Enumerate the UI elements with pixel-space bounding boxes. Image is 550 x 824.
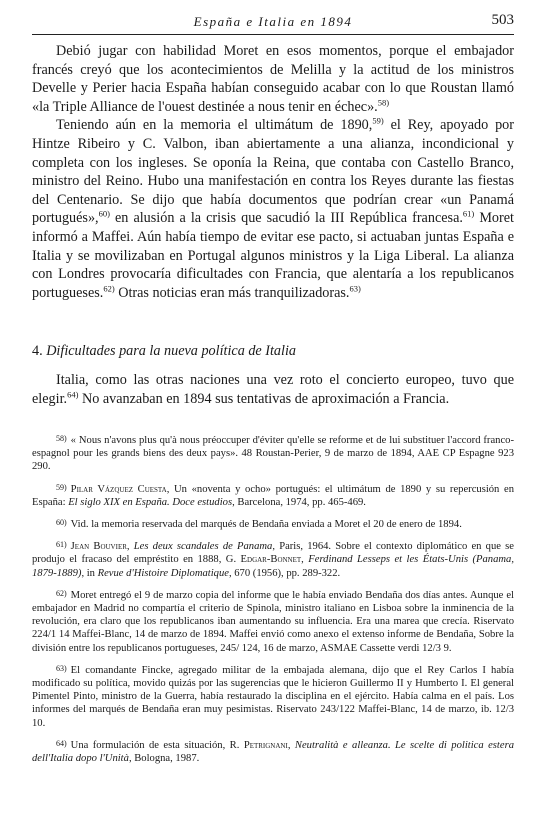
text-run: , Barcelona, 1974, pp. 465-469. <box>232 496 366 508</box>
author-name: Jean Bouvier <box>70 541 127 553</box>
footnote <box>32 662 514 730</box>
footnotes <box>32 432 514 772</box>
text-run: en alusión a la crisis que sacudió la III República francesa. <box>109 210 463 227</box>
paragraph <box>32 42 514 116</box>
italic-title: Neutralità e alleanza. Le scelte di politica estera dell'Italia dopo l'Unità <box>32 739 514 765</box>
footnote-ref: 62) <box>103 282 115 293</box>
text-run: el Rey, apoyado por Hintze Ribeiro y C. Valbon, iban abiertamente a una alianza, incondicional y completa con los ingleses. Se oponía la Reina, que contaba con Castello Branco, ministro del Reino. Hubo una manifestación en contra los Reyes durante las fiestas del Centenario. Se dijo que había documentos que podrían crear «un Panamá portugués», <box>32 117 514 227</box>
footnote <box>32 481 514 509</box>
footnote-mark: 58) <box>56 434 67 443</box>
italic-title: El siglo XIX en España. Doce estudios <box>68 496 233 508</box>
text-run: Italia, como las otras naciones una vez roto el concierto europeo, tuvo que elegir. <box>32 372 514 407</box>
page-number: 503 <box>491 12 514 28</box>
paragraph <box>32 116 514 302</box>
text-run: , <box>301 554 309 566</box>
text-run: Vid. la memoria reservada del marqués de Bendaña enviada a Moret el 20 de enero de 1894. <box>70 519 462 531</box>
italic-title: Revue d'Histoire Diplomatique <box>97 567 229 579</box>
footnote-mark: 61) <box>56 540 67 550</box>
footnote-ref: 64) <box>67 388 79 399</box>
text-run: El comandante Fincke, agregado militar de la embajada alemana, dijo que el Rey Carlos I había modificado su política, movido quizás por las sugerencias que le hicieron Guillermo II y Humberto I. El general Pimentel Pinto, ministro de la Guerra, había restaurado la disciplina en el ejército. Había calma en el país. Los informes del marqués de Bendaña eran muy pesimistas. Riservato 243/122 Maffei-Blanc, 14 de marzo, ib. 12/3 10. <box>32 664 514 729</box>
author-name: Petrignani <box>243 739 288 751</box>
section-title: Dificultades para la nueva política de Italia <box>46 343 297 359</box>
footnote-ref: 60) <box>98 208 110 219</box>
footnote-ref: 58) <box>377 97 390 108</box>
text-run: , <box>126 541 134 553</box>
footnote-mark: 62) <box>56 588 67 598</box>
footnote <box>32 737 514 765</box>
text-run: Moret informó a Maffei. Aún había tiempo de evitar ese pacto, si actuaban juntas España e Italia y se movilizaban en Portugal algunos ministros y la Liga Liberal. La alianza con Londres provocaría dificultades con Francia, que alentaría a los republicanos portugueses. <box>32 210 514 301</box>
text-run: Moret entregó el 9 de marzo copia del informe que le había enviado Bendaña dos días antes. Aunque el embajador en Madrid no compartía el criterio de Spinola, ministro italiano en Lisboa sobre la inminencia de la revolución, era claro que los republicanos iban aumentando su influencia. Era una marea que crecía. Riservato 224/1 14 Maffei-Blanc, 14 de marzo de 1894. Maffei envió como anexo el extenso informe de Bendaña, Sobre la división entre los republicanos portugueses, 245/ 124, 16 de marzo, ASMAE Cassette verdi 12/3 9. <box>32 589 514 654</box>
body-text <box>32 42 514 302</box>
text-run: , Paris, 1964. Sobre el contexto diplomático en que se produjo el fracaso del empréstito en 1888, G. <box>32 541 514 566</box>
text-run: No avanzaban en 1894 sus tentativas de aproximación a Francia. <box>78 390 450 407</box>
footnote-ref: 59) <box>372 115 384 126</box>
footnote <box>32 516 514 531</box>
footnote-mark: 60) <box>56 518 67 528</box>
section-text <box>32 371 514 408</box>
text-run: , <box>287 739 295 751</box>
author-name: Pilar Vázquez Cuesta <box>70 483 167 495</box>
footnote-mark: 63) <box>56 663 67 673</box>
section-heading <box>32 343 514 360</box>
footnote-ref: 63) <box>349 282 361 293</box>
footnote <box>32 432 514 474</box>
text-run: , in <box>81 567 98 579</box>
page-header <box>32 12 514 32</box>
text-run: , Un «noventa y ocho» portugués: el ultimátum de 1890 y su repercusión en España: <box>32 483 514 508</box>
section-number: 4. <box>32 343 43 359</box>
italic-title: Les deux scandales de Panama <box>133 541 273 553</box>
paragraph <box>32 371 514 408</box>
text-run: Debió jugar con habilidad Moret en esos momentos, porque el embajador francés creyó que los acontecimientos de Melilla y la actitud de los ministros Develle y Perier hacia España habían conseguido acabar con lo que Roustan llamó «la Triple Alliance de l'ouest destinée a nous tenir en échec». <box>32 43 514 115</box>
header-rule <box>32 34 514 35</box>
text-run: , Bologna, 1987. <box>128 753 200 765</box>
footnote-ref: 61) <box>462 208 475 219</box>
footnote <box>32 538 514 580</box>
text-run: Teniendo aún en la memoria el ultimátum de 1890, <box>56 117 373 134</box>
text-run: Otras noticias eran más tranquilizadoras. <box>114 284 350 301</box>
author-name: Edgar-Bonnet <box>240 554 302 566</box>
footnote-mark: 59) <box>56 482 67 492</box>
text-run: Una formulación de esta situación, R. <box>70 739 244 751</box>
italic-title: Ferdinand Lesseps et les États-Unis (Panama, 1879-1889) <box>32 554 514 579</box>
footnote-mark: 64) <box>56 738 67 748</box>
text-run: « Nous n'avons plus qu'à nous préoccuper d'éviter qu'elle se reforme et de lui substituer l'accord franco-espagnol pour les grands biens des deux pays». 48 Roustan-Perier, 9 de marzo de 1894, AAE CP Espagne 923 290. <box>32 435 514 473</box>
footnote <box>32 587 514 655</box>
running-title: España e Italia en 1894 <box>193 14 353 29</box>
text-run: , 670 (1956), pp. 289-322. <box>228 567 341 579</box>
